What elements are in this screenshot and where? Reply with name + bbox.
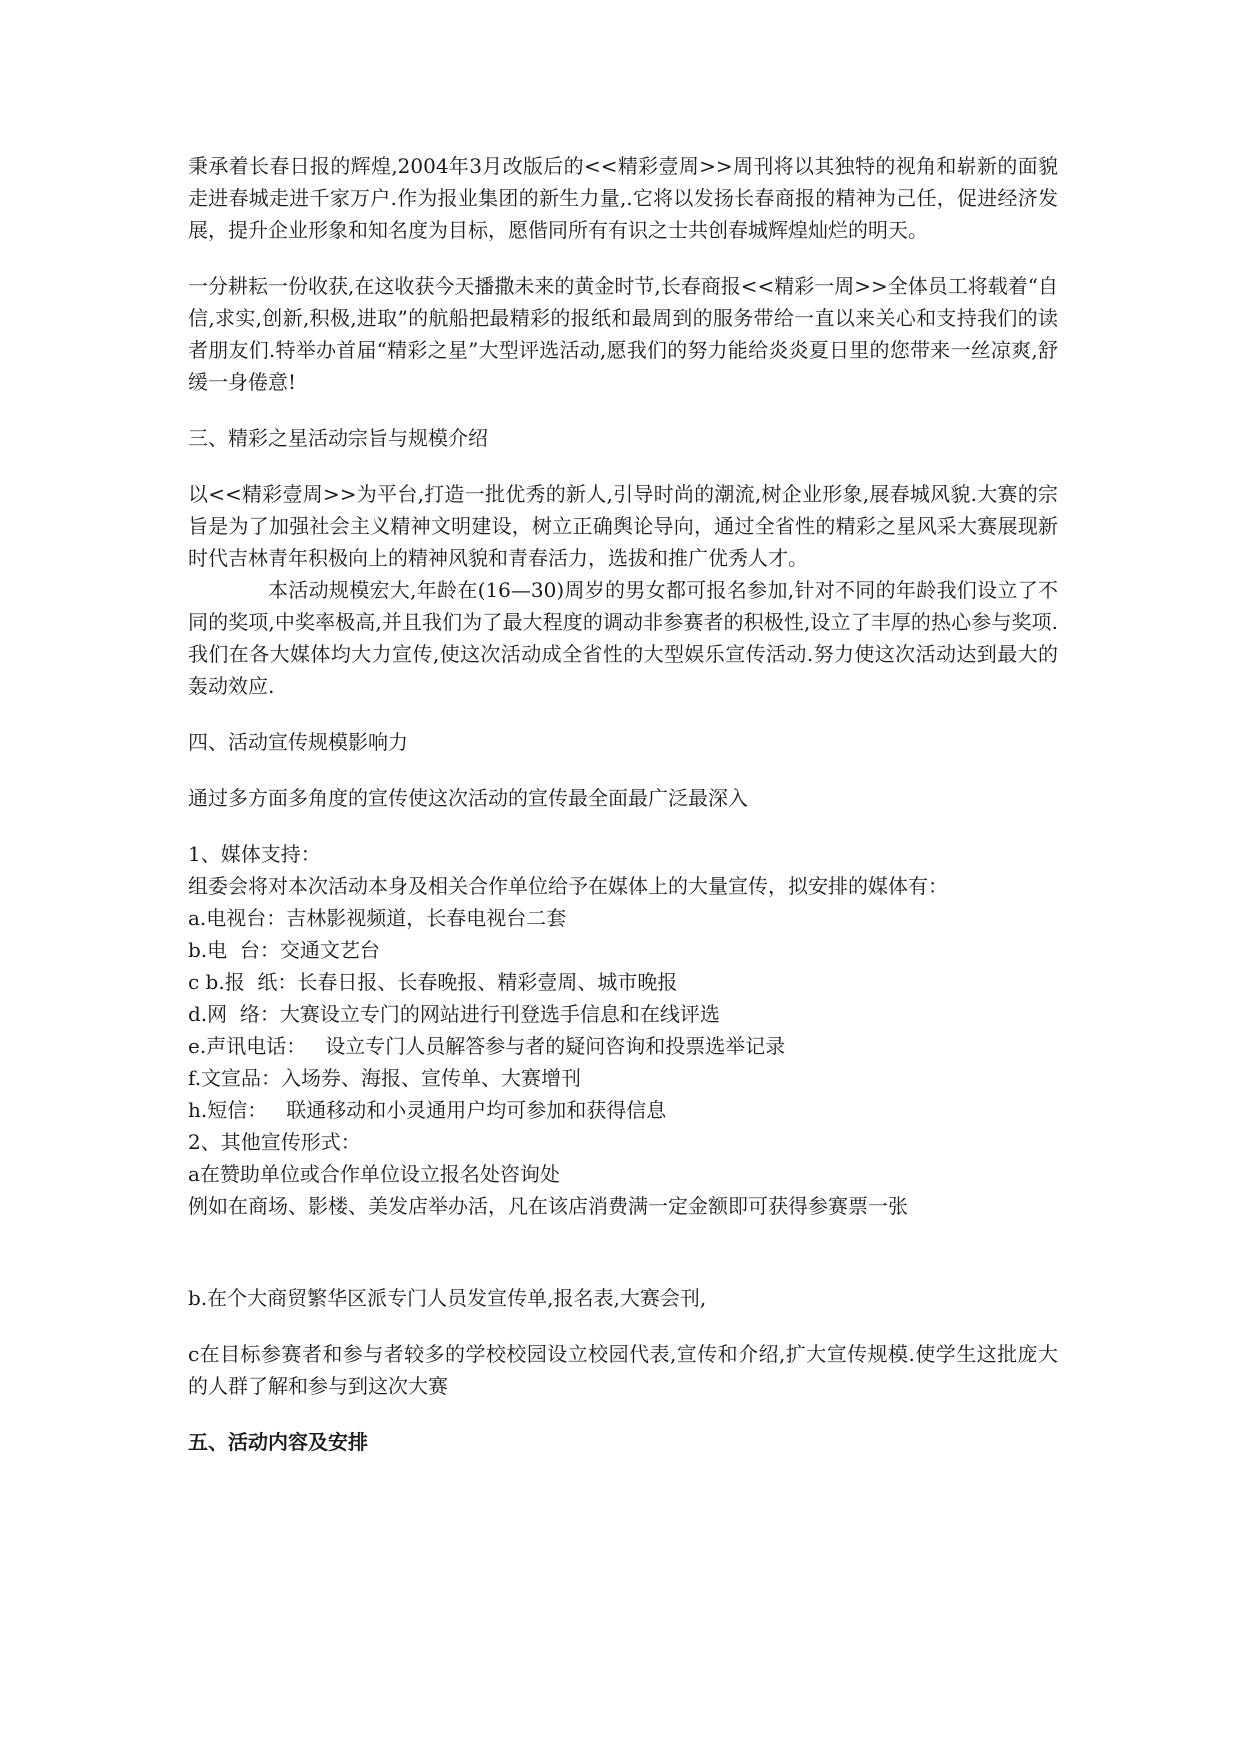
media-item: h.短信： 联通移动和小灵通用户均可参加和获得信息 [188, 1098, 667, 1122]
section-4-intro: 通过多方面多角度的宣传使这次活动的宣传最全面最广泛最深入 [188, 786, 748, 810]
intro-paragraph-2: 一分耕耘一份收获,在这收获今天播撒未来的黄金时节,长春商报<<精彩一周>>全体员工将载着“自信,求实,创新,积极,进取”的航船把最精彩的报纸和最周到的服务带给一直以来关心和支持我们的读者朋友们.特举办首届“精彩之星”大型评选活动,愿我们的努力能给炎炎夏日里的您带来一丝凉爽,舒缓一身倦意! [188, 274, 1058, 394]
media-support-title: 1、媒体支持： [188, 842, 321, 866]
intro-paragraph-1: 秉承着长春日报的辉煌,2004年3月改版后的<<精彩壹周>>周刊将以其独特的视角和崭新的面貌走进春城走进千家万户.作为报业集团的新生力量,.它将以发扬长春商报的精神为己任，促进经济发展，提升企业形象和知名度为目标，愿偕同所有有识之士共创春城辉煌灿烂的明天。 [188, 154, 1058, 242]
section-5-heading: 五、活动内容及安排 [188, 1430, 368, 1454]
media-item: a.电视台：吉林影视频道，长春电视台二套 [188, 906, 567, 930]
section-3-paragraph-2: 本活动规模宏大,年龄在(16—30)周岁的男女都可报名参加,针对不同的年龄我们设立了不同的奖项,中奖率极高,并且我们为了最大程度的调动非参赛者的积极性,设立了丰厚的热心参与奖项.我们在各大媒体均大力宣传,使这次活动成全省性的大型娱乐宣传活动.努力使这次活动达到最大的轰动效应. [188, 578, 1058, 698]
media-item: b.电 台：交通文艺台 [188, 938, 380, 962]
document-body [188, 150, 1058, 1458]
other-promotion-a-line-1: a在赞助单位或合作单位设立报名处咨询处 [188, 1162, 560, 1186]
media-item: f.文宣品：入场券、海报、宣传单、大赛增刊 [188, 1066, 582, 1090]
other-promotion-a-line-2: 例如在商场、影楼、美发店举办活，凡在该店消费满一定金额即可获得参赛票一张 [188, 1194, 908, 1218]
media-support-intro: 组委会将对本次活动本身及相关合作单位给予在媒体上的大量宣传，拟安排的媒体有： [188, 874, 948, 898]
other-promotion-b: b.在个大商贸繁华区派专门人员发宣传单,报名表,大赛会刊, [188, 1286, 707, 1310]
section-4-heading: 四、活动宣传规模影响力 [188, 730, 408, 754]
section-3-paragraph-1: 以<<精彩壹周>>为平台,打造一批优秀的新人,引导时尚的潮流,树企业形象,展春城风貌.大赛的宗旨是为了加强社会主义精神文明建设，树立正确舆论导向，通过全省性的精彩之星风采大赛展现新时代吉林青年积极向上的精神风貌和青春活力，选拔和推广优秀人才。 [188, 482, 1058, 570]
media-item: e.声讯电话： 设立专门人员解答参与者的疑问咨询和投票选举记录 [188, 1034, 786, 1058]
media-item: c b.报 纸：长春日报、长春晚报、精彩壹周、城市晚报 [188, 970, 678, 994]
other-promotion-c: c在目标参赛者和参与者较多的学校校园设立校园代表,宣传和介绍,扩大宣传规模.使学生这批庞大的人群了解和参与到这次大赛 [188, 1342, 1058, 1398]
section-3-heading: 三、精彩之星活动宗旨与规模介绍 [188, 426, 488, 450]
other-promotion-title: 2、其他宣传形式： [188, 1130, 361, 1154]
media-item: d.网 络：大赛设立专门的网站进行刊登选手信息和在线评选 [188, 1002, 720, 1026]
